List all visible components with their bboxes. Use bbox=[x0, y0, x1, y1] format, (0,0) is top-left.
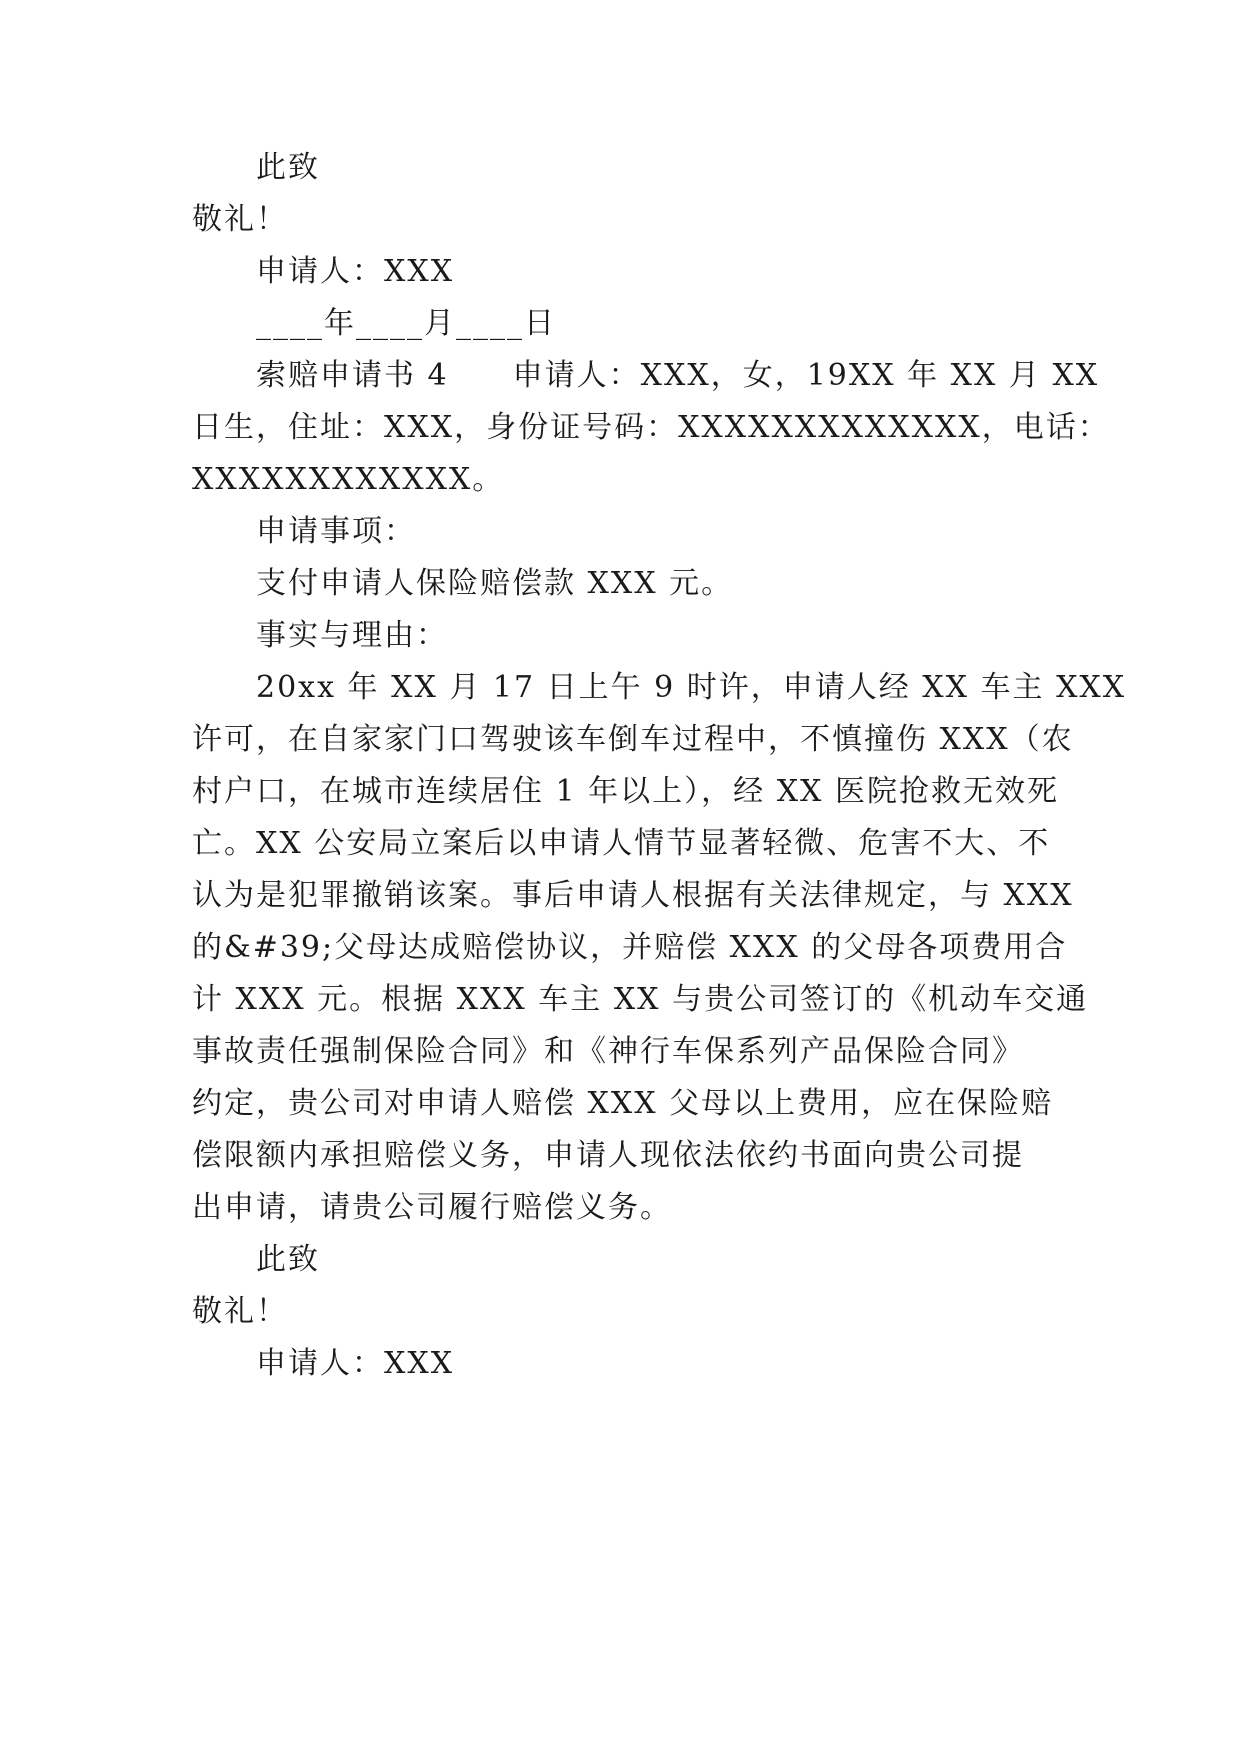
closing-jingli: 敬礼！ bbox=[192, 1294, 288, 1329]
date-line: ____年____月____日 bbox=[256, 306, 556, 341]
applicant-signature: 申请人：XXX bbox=[256, 254, 455, 289]
applicant-signature: 申请人：XXX bbox=[256, 1346, 455, 1381]
facts-paragraph-line: 亡。XX 公安局立案后以申请人情节显著轻微、危害不大、不 bbox=[192, 826, 1051, 861]
facts-paragraph-line: 村户口，在城市连续居住 1 年以上），经 XX 医院抢救无效死 bbox=[192, 774, 1059, 809]
closing-jingli: 敬礼！ bbox=[192, 202, 288, 237]
applicant-phone-line: XXXXXXXXXXXX。 bbox=[192, 462, 505, 497]
closing-cizhi: 此致 bbox=[256, 1242, 320, 1277]
facts-paragraph-line: 许可，在自家家门口驾驶该车倒车过程中，不慎撞伤 XXX（农 bbox=[192, 722, 1074, 757]
closing-cizhi: 此致 bbox=[256, 150, 320, 185]
facts-paragraph-line: 约定，贵公司对申请人赔偿 XXX 父母以上费用，应在保险赔 bbox=[192, 1086, 1054, 1121]
letter4-heading-line: 索赔申请书 4 申请人：XXX，女，19XX 年 XX 月 XX bbox=[256, 358, 1100, 393]
facts-heading: 事实与理由： bbox=[256, 618, 448, 653]
facts-paragraph-line: 偿限额内承担赔偿义务，申请人现依法依约书面向贵公司提 bbox=[192, 1138, 1024, 1173]
claim-items-heading: 申请事项： bbox=[256, 514, 416, 549]
facts-paragraph-line: 的&#39;父母达成赔偿协议，并赔偿 XXX 的父母各项费用合 bbox=[192, 930, 1068, 965]
facts-paragraph-line: 认为是犯罪撤销该案。事后申请人根据有关法律规定，与 XXX bbox=[192, 878, 1074, 913]
facts-paragraph-line: 事故责任强制保险合同》和《神行车保系列产品保险合同》 bbox=[192, 1034, 1024, 1069]
applicant-info-line: 日生，住址：XXX，身份证号码：XXXXXXXXXXXXX，电话： bbox=[192, 410, 1110, 445]
facts-paragraph-line: 20xx 年 XX 月 17 日上午 9 时许，申请人经 XX 车主 XXX bbox=[256, 670, 1127, 705]
facts-paragraph-line: 计 XXX 元。根据 XXX 车主 XX 与贵公司签订的《机动车交通 bbox=[192, 982, 1089, 1017]
facts-paragraph-line: 出申请，请贵公司履行赔偿义务。 bbox=[192, 1190, 672, 1225]
claim-item: 支付申请人保险赔偿款 XXX 元。 bbox=[256, 566, 734, 601]
